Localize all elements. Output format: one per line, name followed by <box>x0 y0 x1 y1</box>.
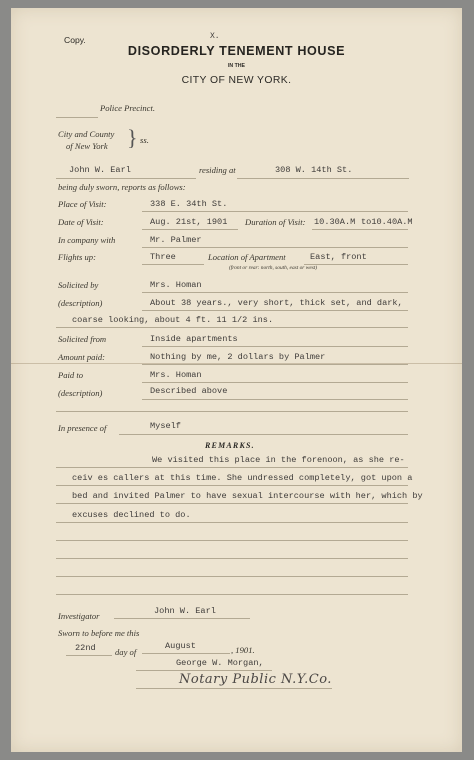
city-county-label: City and County <box>58 129 115 139</box>
form-subtitle-in-the: IN THE <box>227 63 245 69</box>
location-value: East, front <box>310 252 367 262</box>
paid-to-label: Paid to <box>58 370 84 380</box>
flights-label: Flights up: <box>58 252 96 262</box>
company-value: Mr. Palmer <box>150 235 202 245</box>
form-city: CITY OF NEW YORK. <box>181 75 292 86</box>
police-precinct-label: Police Precinct. <box>100 103 156 113</box>
day-of-label: day of <box>115 647 137 657</box>
solicited-by-label: Solicited by <box>58 280 99 290</box>
paid-to-description-value: Described above <box>150 386 228 396</box>
tenement-report-form <box>11 8 462 752</box>
duration-from: 10.30A.M <box>314 217 356 227</box>
of-new-york-label: of New York <box>66 141 108 151</box>
duration-to: to10.40A.M <box>361 217 413 227</box>
amount-paid-value: Nothing by me, 2 dollars by Palmer <box>150 352 326 362</box>
form-title: DISORDERLY TENEMENT HOUSE <box>127 44 346 58</box>
front-rear-hint: (front or rear: north, south, east or west) <box>229 265 318 271</box>
amount-paid-label: Amount paid: <box>58 352 106 362</box>
presence-value: Myself <box>150 421 181 431</box>
reporter-name: John W. Earl <box>69 165 131 175</box>
place-of-visit-value: 338 E. 34th St. <box>150 199 228 209</box>
remarks-line-3: bed and invited Palmer to have sexual intercourse with her, which by <box>72 491 423 501</box>
sworn-month: August <box>165 641 196 651</box>
copy-label: Copy. <box>64 35 86 45</box>
company-label: In company with <box>58 235 116 245</box>
description-label: (description) <box>58 298 103 308</box>
duration-label: Duration of Visit: <box>245 217 306 227</box>
flights-value: Three <box>150 252 176 262</box>
location-label: Location of Apartment <box>208 252 286 262</box>
sworn-label: Sworn to before me this <box>58 628 140 638</box>
paid-to-description-label: (description) <box>58 388 103 398</box>
solicited-from-value: Inside apartments <box>150 334 238 344</box>
description-line-1: About 38 years., very short, thick set, and dark, <box>150 298 403 308</box>
notary-signature: Notary Public N.Y.Co. <box>179 672 332 687</box>
paid-to-value: Mrs. Homan <box>150 370 202 380</box>
investigator-label: Investigator <box>58 611 100 621</box>
notary-name: George W. Morgan, <box>176 658 264 668</box>
remarks-heading: REMARKS. <box>205 441 255 450</box>
remarks-line-1: We visited this place in the forenoon, as she re- <box>152 455 405 465</box>
duly-sworn-label: being duly sworn, reports as follows: <box>58 182 186 192</box>
sworn-day: 22nd <box>75 643 96 653</box>
year-label: , 1901. <box>231 645 255 655</box>
remarks-line-2: ceiv es callers at this time. She undressed completely, got upon a <box>72 473 413 483</box>
solicited-from-label: Solicited from <box>58 334 107 344</box>
residence-address: 308 W. 14th St. <box>275 165 353 175</box>
date-of-visit-label: Date of Visit: <box>58 217 104 227</box>
place-of-visit-label: Place of Visit: <box>58 199 107 209</box>
presence-label: In presence of <box>58 423 107 433</box>
solicited-by-value: Mrs. Homan <box>150 280 202 290</box>
copy-mark: X. <box>210 32 220 41</box>
residing-at-label: residing at <box>199 165 236 175</box>
description-line-2: coarse looking, about 4 ft. 11 1/2 ins. <box>72 315 274 325</box>
date-of-visit-value: Aug. 21st, 1901 <box>150 217 228 227</box>
ss-label: ss. <box>140 135 149 145</box>
brace-icon: } <box>127 125 138 150</box>
investigator-name: John W. Earl <box>154 606 216 616</box>
remarks-line-4: excuses declined to do. <box>72 510 191 520</box>
